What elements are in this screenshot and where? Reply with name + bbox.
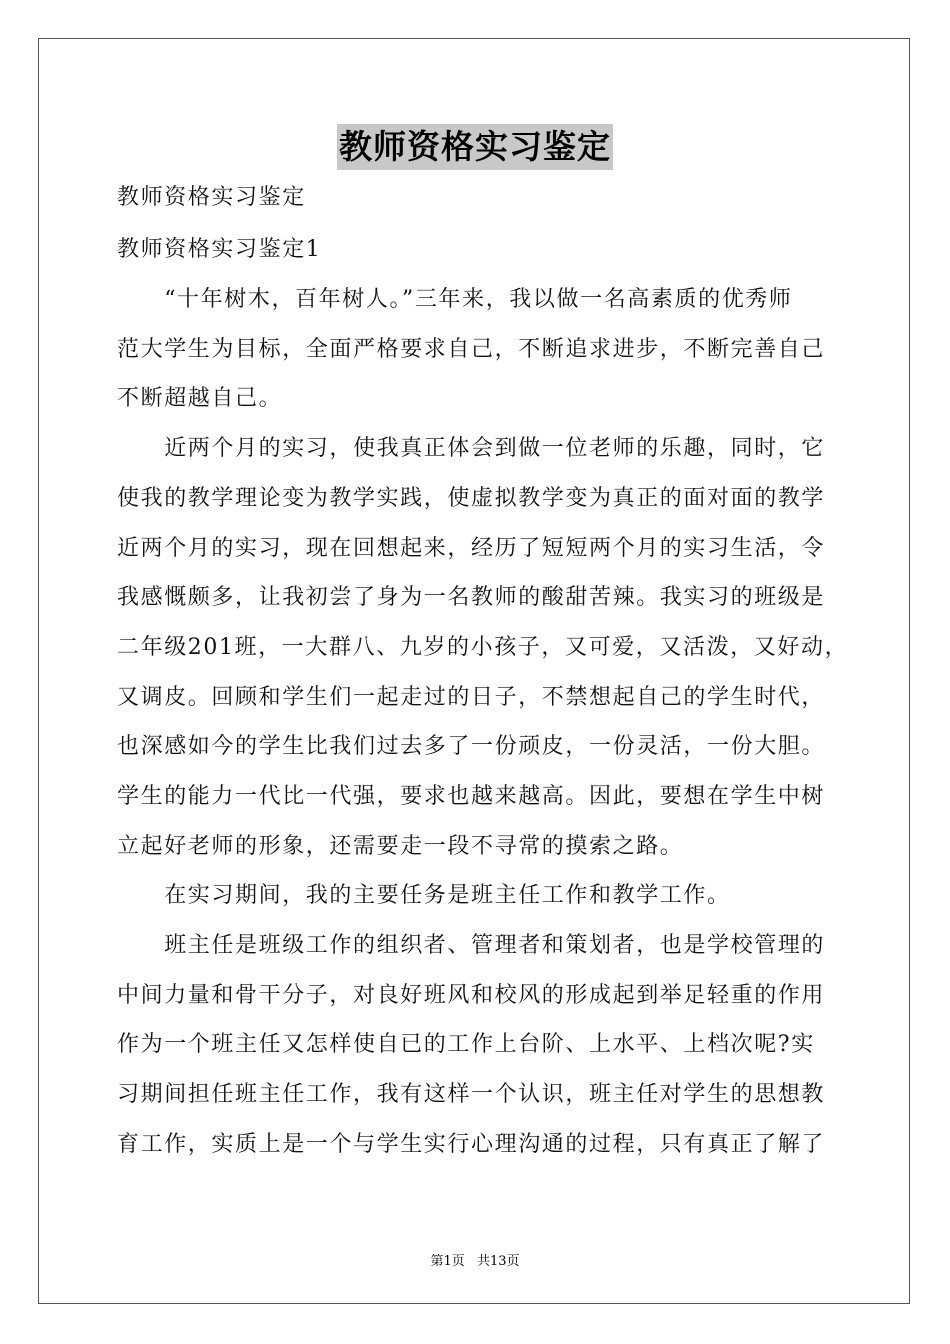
body-line: 不断超越自己。 [117, 386, 283, 411]
body-line: 我感慨颇多，让我初尝了身为一名教师的酸甜苦辣。我实习的班级是 [117, 585, 826, 610]
body-line: 班主任是班级工作的组织者、管理者和策划者，也是学校管理的 [117, 933, 826, 958]
body-line: 育工作，实质上是一个与学生实行心理沟通的过程，只有真正了解了 [117, 1132, 826, 1157]
body-line: “十年树木，百年树人。”三年来，我以做一名高素质的优秀师 [117, 287, 793, 312]
body-line: 使我的教学理论变为教学实践，使虚拟教学变为真正的面对面的教学 [117, 486, 826, 511]
body-line: 在实习期间，我的主要任务是班主任工作和教学工作。 [117, 883, 731, 908]
body-line: 中间力量和骨干分子，对良好班风和校风的形成起到举足轻重的作用 [117, 983, 826, 1008]
body-line: 范大学生为目标，全面严格要求自己，不断追求进步，不断完善自己 [117, 337, 826, 362]
body-line: 习期间担任班主任工作，我有这样一个认识，班主任对学生的思想教 [117, 1082, 826, 1107]
body-line: 又调皮。回顾和学生们一起走过的日子，不禁想起自己的学生时代， [117, 685, 826, 710]
page-footer [0, 1250, 950, 1269]
document-subtitle: 教师资格实习鉴定 [117, 185, 306, 210]
page-border [38, 38, 910, 1304]
title-container [0, 124, 950, 170]
body-line: 学生的能力一代比一代强，要求也越来越高。因此，要想在学生中树 [117, 784, 826, 809]
body-line: 近两个月的实习，使我真正体会到做一位老师的乐趣，同时，它 [117, 436, 826, 461]
page-number: 第1页 [430, 1254, 465, 1269]
body-line: 也深感如今的学生比我们过去多了一份顽皮，一份灵活，一份大胆。 [117, 734, 826, 759]
page-total: 共13页 [476, 1254, 520, 1269]
body-line: 作为一个班主任又怎样使自已的工作上台阶、上水平、上档次呢?实 [117, 1032, 815, 1057]
body-line: 近两个月的实习，现在回想起来，经历了短短两个月的实习生活，令 [117, 536, 826, 561]
document-title: 教师资格实习鉴定 [337, 124, 613, 170]
body-line: 立起好老师的形象，还需要走一段不寻常的摸索之路。 [117, 834, 684, 859]
section-heading: 教师资格实习鉴定1 [117, 237, 322, 262]
body-line: 二年级201班，一大群八、九岁的小孩子，又可爱，又活泼，又好动， [117, 635, 849, 660]
